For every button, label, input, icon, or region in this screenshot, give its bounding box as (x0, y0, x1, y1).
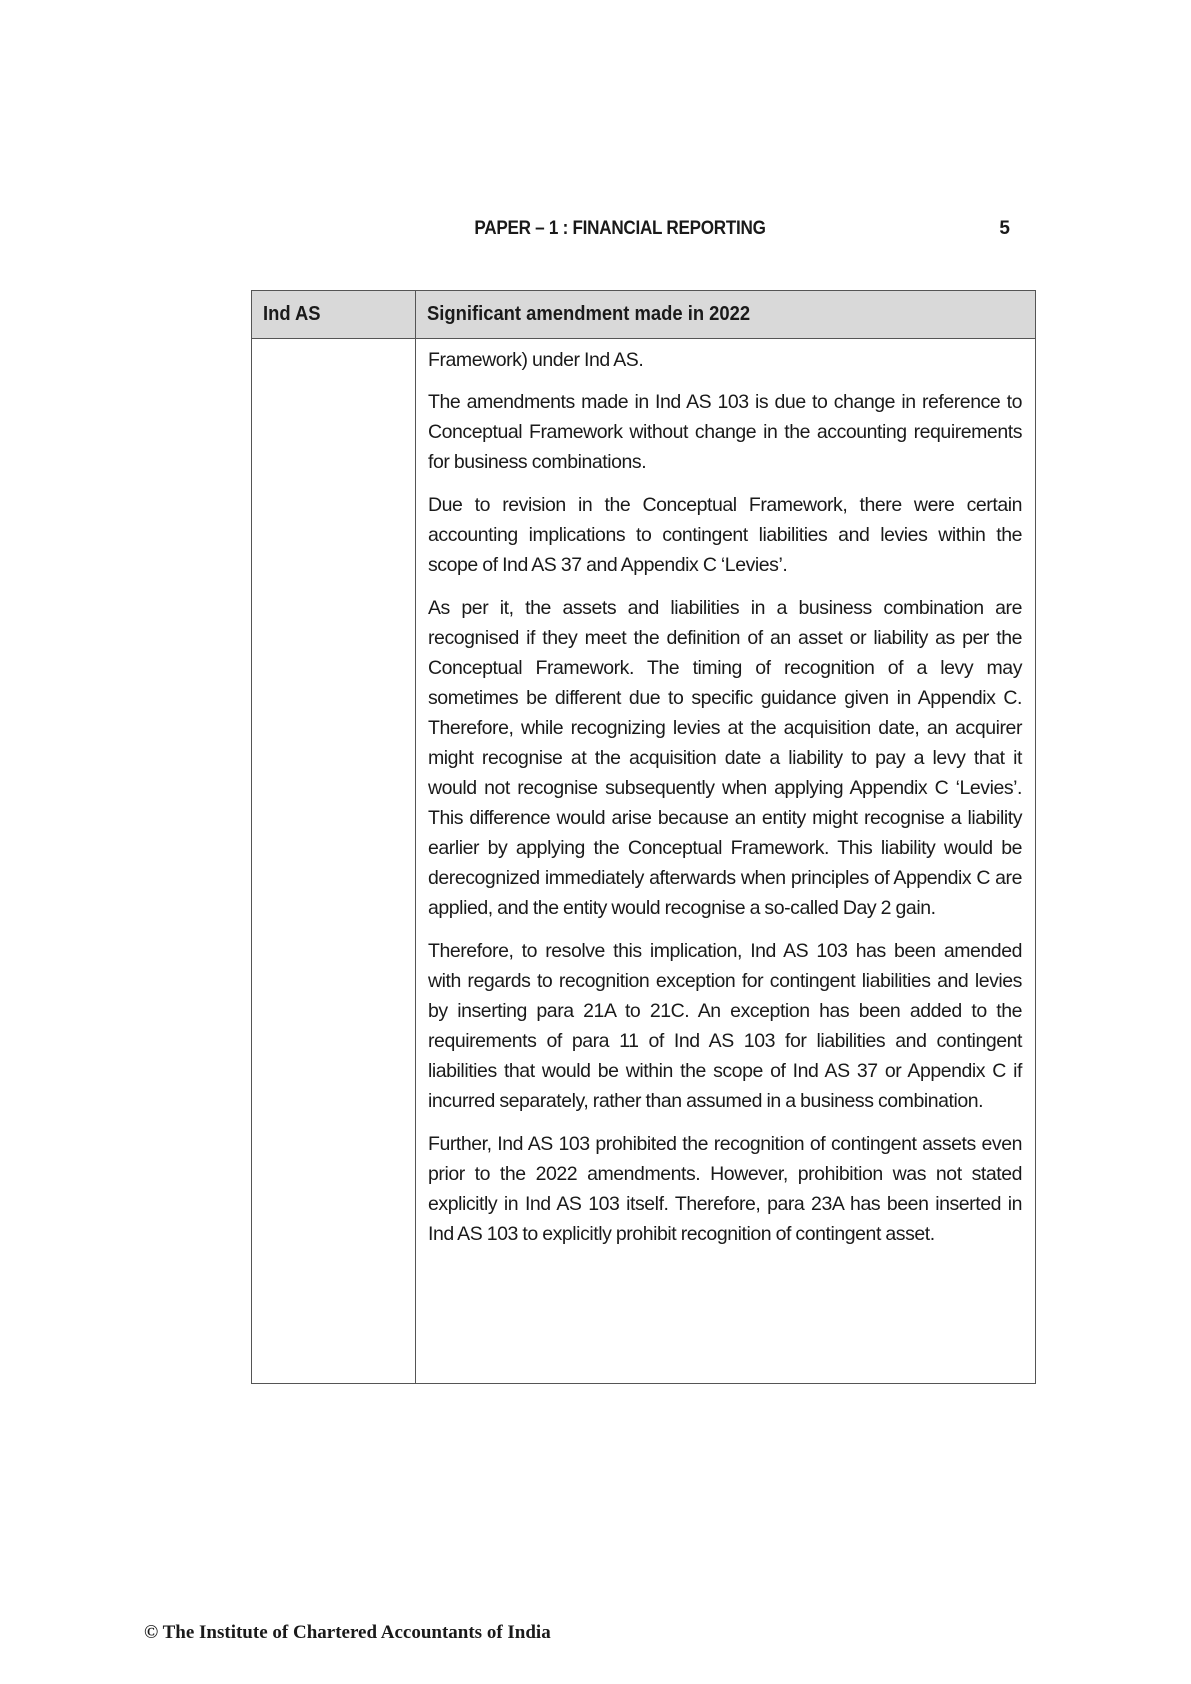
amendment-paragraph: Due to revision in the Conceptual Framework, there were certain accounting implications to contingent liabilities and levies within the scope of Ind AS 37 and Appendix C ‘Levies’. (428, 494, 1022, 576)
column-header-ind-as (252, 291, 416, 339)
amendment-paragraph: The amendments made in Ind AS 103 is due to change in reference to Conceptual Framework without change in the accounting requirements for business combinations. (428, 391, 1022, 473)
amendment-paragraph: As per it, the assets and liabilities in a business combination are recognised if they meet the definition of an asset or liability as per the Conceptual Framework. The timing of recognition of a levy may sometimes be different due to specific guidance given in Appendix C. Therefore, while recognizing levies at the acquisition date, an acquirer might recognise at the acquisition date a liability to pay a levy that it would not recognise subsequently when applying Appendix C ‘Levies’. This difference would arise because an entity might recognise a liability earlier by applying the Conceptual Framework. This liability would be derecognized immediately afterwards when principles of Appendix C are applied, and the entity would recognise a so-called Day 2 gain. (428, 597, 1022, 919)
amendment-paragraph: Further, Ind AS 103 prohibited the recognition of contingent assets even prior to the 2022 amendments. However, prohibition was not stated explicitly in Ind AS 103 itself. Therefore, para 23A has been inserted in Ind AS 103 to explicitly prohibit recognition of contingent asset. (428, 1133, 1022, 1245)
page-number: 5 (999, 218, 1010, 239)
running-header (250, 218, 1020, 244)
column-header-amendment-label: Significant amendment made in 2022 (427, 303, 751, 325)
page-title: PAPER – 1 : FINANCIAL REPORTING (474, 218, 766, 239)
column-header-ind-as-label: Ind AS (263, 303, 321, 325)
amendment-paragraph: Therefore, to resolve this implication, Ind AS 103 has been amended with regards to recognition exception for contingent liabilities and levies by inserting para 21A to 21C. An exception has been added to the requirements of para 11 of Ind AS 103 for liabilities and contingent liabilities that would be within the scope of Ind AS 37 or Appendix C if incurred separately, rather than assumed in a business combination. (428, 940, 1022, 1112)
amendment-cell (416, 339, 1036, 1384)
copyright-footer: © The Institute of Chartered Accountants of India (144, 1622, 551, 1643)
amendments-table (251, 290, 1036, 1384)
table-row (252, 339, 1036, 1384)
amendment-paragraph: Framework) under Ind AS. (428, 349, 644, 371)
table-header-row (252, 291, 1036, 339)
ind-as-cell (252, 339, 416, 1384)
column-header-amendment (416, 291, 1036, 339)
